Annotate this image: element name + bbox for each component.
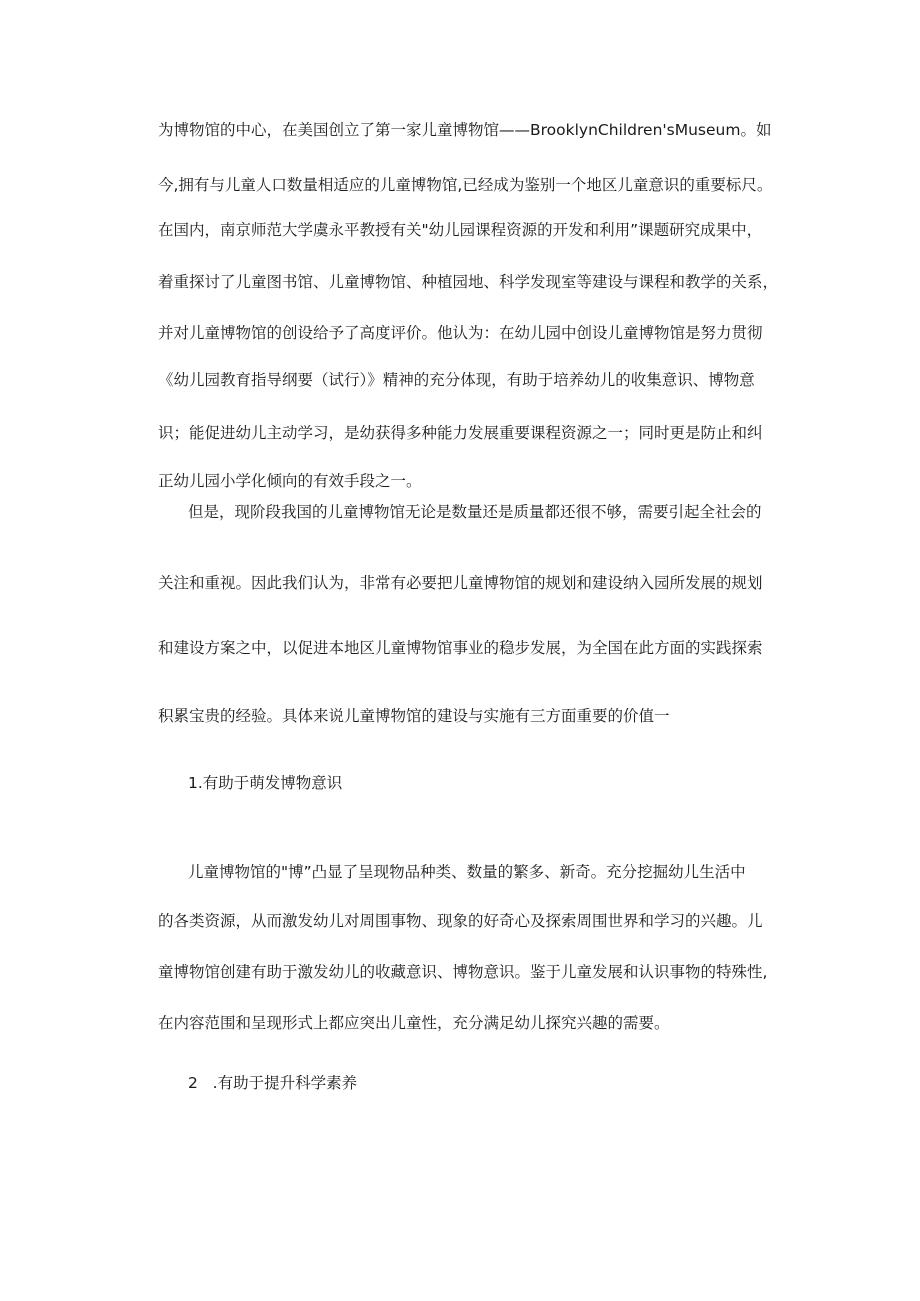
paragraph-1-line-7: 识；能促进幼儿主动学习，是幼获得多种能力发展重要课程资源之一；同时更是防止和纠 [158,424,763,442]
paragraph-1-line-3: 在国内，南京师范大学虞永平教授有关"幼儿园课程资源的开发和利用”课题研究成果中， [158,221,763,239]
paragraph-2-line-2: 关注和重视。因此我们认为，非常有必要把儿童博物馆的规划和建设纳入园所发展的规划 [158,574,763,592]
paragraph-1-line-5: 并对儿童博物馆的创设给予了高度评价。他认为：在幼儿园中创设儿童博物馆是努力贯彻 [158,324,763,342]
paragraph-1-line-4: 着重探讨了儿童图书馆、儿童博物馆、种植园地、科学发现室等建设与课程和教学的关系， [158,273,779,291]
section-heading-1: 1.有助于萌发博物意识 [188,774,343,792]
paragraph-2-line-4: 积累宝贵的经验。具体来说儿童博物馆的建设与实施有三方面重要的价值一 [158,707,670,725]
paragraph-2-line-1: 但是，现阶段我国的儿童博物馆无论是数量还是质量都还很不够，需要引起全社会的 [188,503,762,521]
paragraph-3-line-3: 童博物馆创建有助于激发幼儿的收藏意识、博物意识。鉴于儿童发展和认识事物的特殊性, [158,963,768,981]
paragraph-1-line-1: 为博物馆的中心，在美国创立了第一家儿童博物馆——BrooklynChildren'sMuseum。如 [158,121,772,139]
paragraph-2-line-3: 和建设方案之中，以促进本地区儿童博物馆事业的稳步发展，为全国在此方面的实践探索 [158,639,763,657]
paragraph-3-line-1: 儿童博物馆的"博”凸显了呈现物品种类、数量的繁多、新奇。充分挖掘幼儿生活中 [188,863,746,881]
section-heading-2: 2 .有助于提升科学素养 [188,1074,358,1092]
paragraph-1-line-8: 正幼儿园小学化倾向的有效手段之一。 [158,472,422,490]
paragraph-3-line-4: 在内容范围和呈现形式上都应突出儿童性，充分满足幼儿探究兴趣的需要。 [158,1014,670,1032]
paragraph-3-line-2: 的各类资源，从而激发幼儿对周围事物、现象的好奇心及探索周围世界和学习的兴趣。儿 [158,912,763,930]
paragraph-1-line-2: 今,拥有与儿童人口数量相适应的儿童博物馆,已经成为鉴别一个地区儿童意识的重要标尺。 [158,176,773,194]
paragraph-1-line-6: 《幼儿园教育指导纲要（试行）》精神的充分体现，有助于培养幼儿的收集意识、博物意 [158,371,755,389]
